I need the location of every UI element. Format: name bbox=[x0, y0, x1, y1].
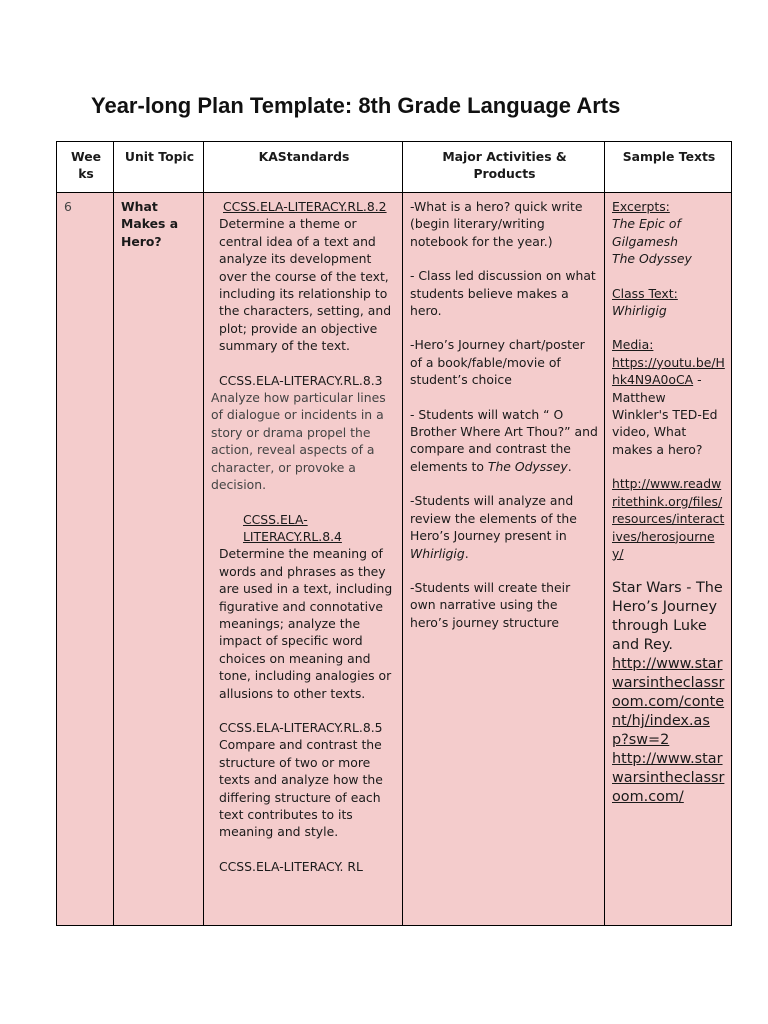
activity-item: -Students will analyze and review the elements of the Hero’s Journey present in Whirligig. bbox=[410, 493, 577, 561]
activity-item: -Hero’s Journey chart/poster of a book/fable/movie of student’s choice bbox=[410, 337, 585, 388]
page-title: Year-long Plan Template: 8th Grade Language Arts bbox=[91, 93, 621, 118]
activity-item: - Class led discussion on what students believe makes a hero. bbox=[410, 268, 596, 319]
header-activities: Major Activities & Products bbox=[403, 142, 605, 193]
header-standards: KAStandards bbox=[204, 142, 403, 193]
media-label: Media: bbox=[612, 337, 654, 353]
activity-item: -What is a hero? quick write (begin literary/writing notebook for the year.) bbox=[410, 199, 583, 249]
cell-sample-texts bbox=[605, 193, 732, 926]
plan-table bbox=[56, 141, 732, 926]
table-header-row bbox=[57, 142, 732, 193]
standard-item bbox=[211, 372, 397, 494]
standard-code[interactable]: CCSS.ELA-LITERACY.RL.8.2 bbox=[223, 199, 387, 214]
activity-item: - Students will watch “ O Brother Where Art Thou?” and compare and contrast the elements to The Odyssey. bbox=[410, 406, 598, 474]
class-text-label: Class Text: bbox=[612, 285, 678, 301]
cell-standards bbox=[204, 193, 403, 926]
cell-unit-topic: What Makes a Hero? bbox=[114, 193, 204, 926]
media-description: - Matthew Winkler's TED-Ed video, What makes a hero? bbox=[612, 372, 718, 457]
excerpt-title: The Epic of Gilgamesh bbox=[612, 216, 681, 249]
readwritethink-link[interactable]: http://www.readwritethink.org/files/resources/interactives/herosjourney/ bbox=[612, 476, 725, 561]
standard-text: Compare and contrast the structure of two or more texts and analyze how the differing structure of each text contributes to its meaning and style. bbox=[219, 737, 383, 840]
activity-item: -Students will create their own narrative using the hero’s journey structure bbox=[410, 579, 571, 630]
standard-code[interactable]: CCSS.ELA-LITERACY.RL.8.4 bbox=[243, 511, 342, 544]
table-row bbox=[57, 193, 732, 926]
standard-text: Determine the meaning of words and phrases as they are used in a text, including figurative and connotative meanings; analyze the impact of specific word choices on meaning and tone, including analogies or allusions to other texts. bbox=[219, 546, 393, 701]
starwars-home-link[interactable]: http://www.starwarsintheclassroom.com/ bbox=[612, 751, 725, 806]
cell-weeks: 6 bbox=[57, 193, 114, 926]
excerpts-label: Excerpts: bbox=[612, 199, 670, 214]
cell-activities bbox=[403, 193, 605, 926]
class-text-title: Whirligig bbox=[612, 303, 667, 319]
standard-code: CCSS.ELA-LITERACY.RL.8.3 bbox=[219, 372, 383, 388]
standard-item bbox=[211, 511, 397, 702]
header-weeks: Wee ks bbox=[57, 142, 114, 193]
standard-code: CCSS.ELA-LITERACY.RL.8.5 bbox=[219, 719, 383, 735]
starwars-link[interactable]: http://www.starwarsintheclassroom.com/content/hj/index.asp?sw=2 bbox=[612, 656, 725, 749]
link-item bbox=[612, 475, 726, 562]
excerpt-title: The Odyssey bbox=[612, 251, 692, 267]
standard-code: CCSS.ELA-LITERACY. RL bbox=[219, 858, 363, 874]
standard-text: Analyze how particular lines of dialogue or incidents in a story or drama propel the action, reveal aspects of a character, or provoke a decision. bbox=[211, 390, 386, 493]
standard-item bbox=[211, 719, 397, 841]
header-unit-topic: Unit Topic bbox=[114, 142, 204, 193]
media-group bbox=[612, 336, 726, 458]
standard-item bbox=[211, 198, 397, 355]
class-text-group bbox=[612, 285, 726, 320]
starwars-group bbox=[612, 579, 726, 807]
starwars-description: Star Wars - The Hero’s Journey through Luke and Rey. bbox=[612, 580, 723, 654]
standard-text: Determine a theme or central idea of a text and analyze its development over the course of the text, including its relationship to the characters, setting, and plot; provide an objective summary of the text. bbox=[219, 216, 392, 354]
standard-item bbox=[211, 858, 397, 875]
media-link[interactable]: https://youtu.be/Hhk4N9A0oCA bbox=[612, 354, 725, 388]
excerpts-group bbox=[612, 198, 726, 268]
header-sample-texts: Sample Texts bbox=[605, 142, 732, 193]
